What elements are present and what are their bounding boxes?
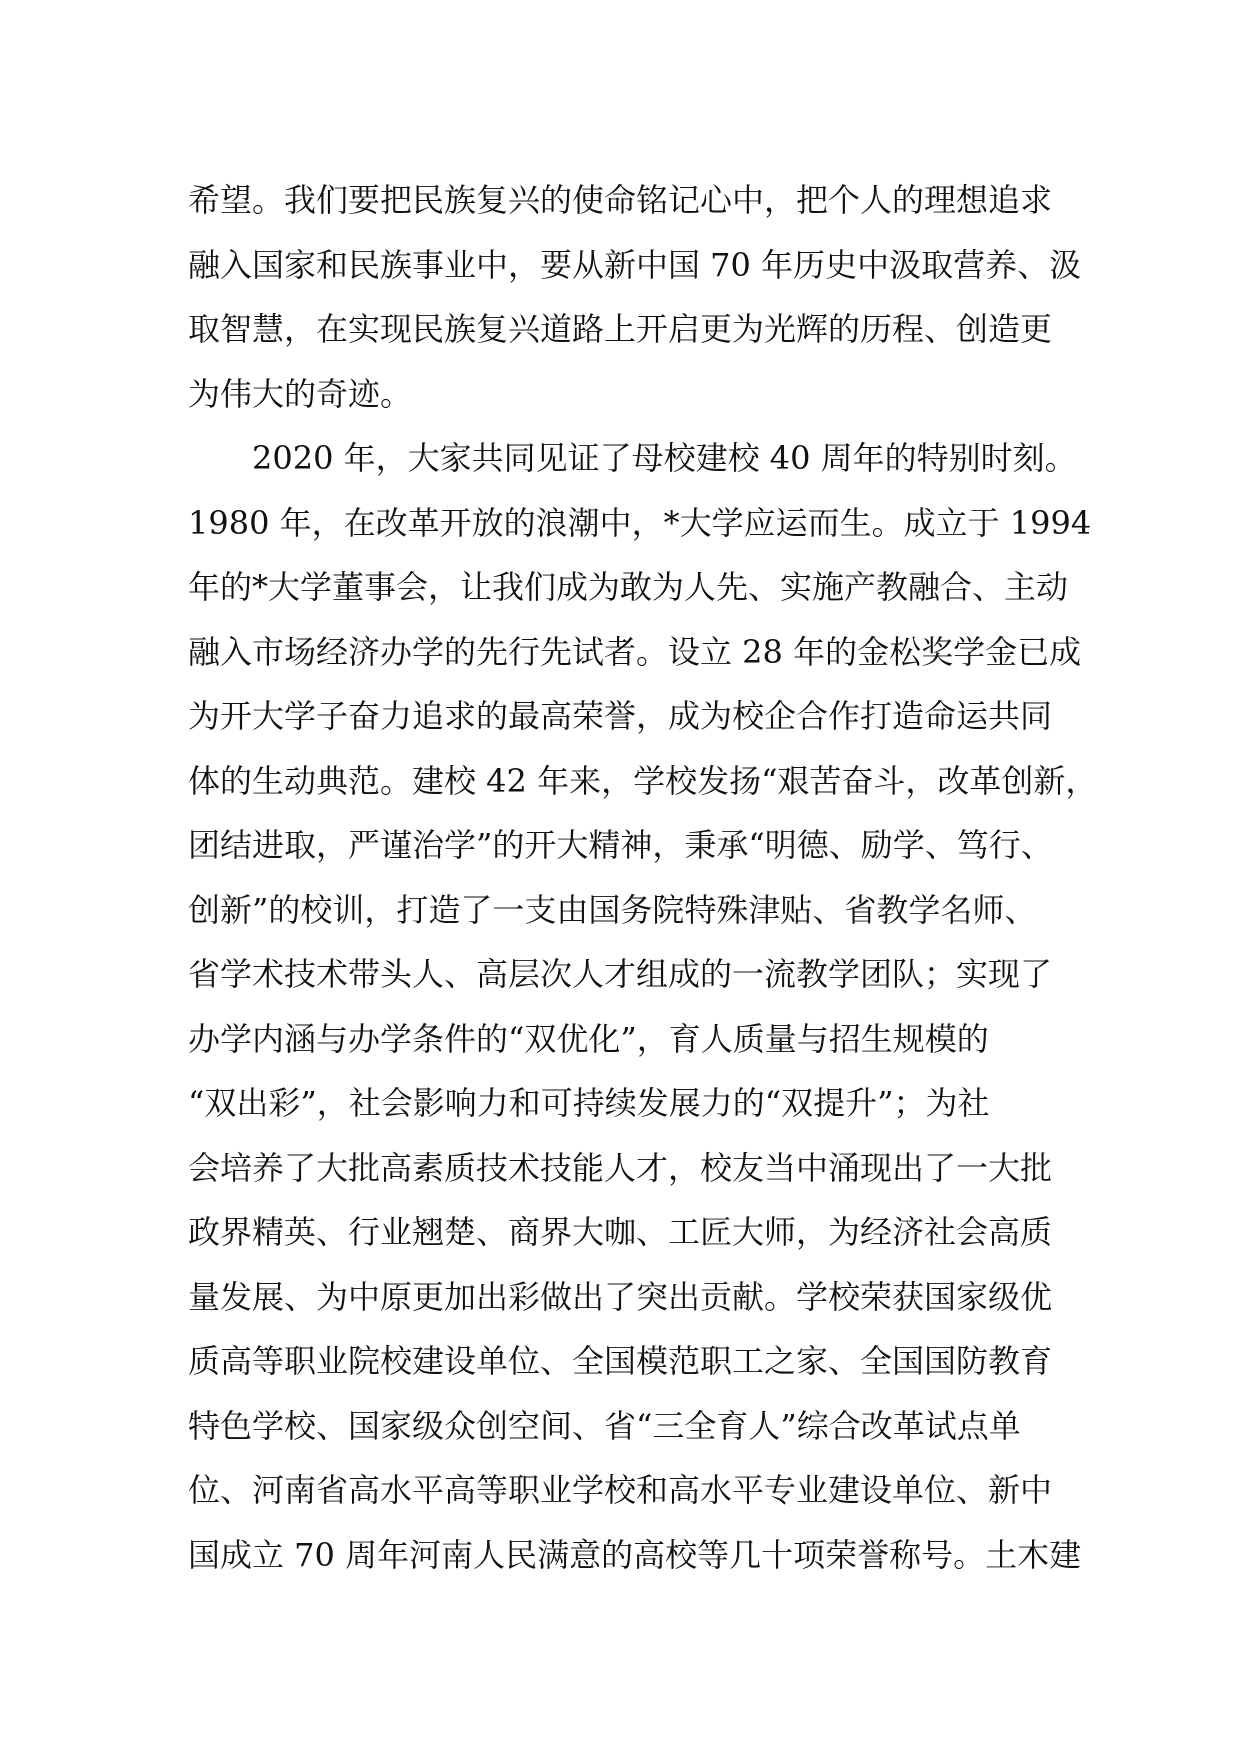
text-line: 为开大学子奋力追求的最高荣誉，成为校企合作打造命运共同 (188, 697, 1053, 735)
text-line: 省学术技术带头人、高层次人才组成的一流教学团队；实现了 (188, 955, 1053, 993)
body-text (188, 168, 1098, 1587)
text-line: 1980 年，在改革开放的浪潮中，*大学应运而生。成立于 1994 (188, 503, 1092, 542)
text-line: 2020 年，大家共同见证了母校建校 40 周年的特别时刻。 (188, 439, 1077, 477)
text-line: 融入市场经济办学的先行先试者。设立 28 年的金松奖学金已成 (188, 632, 1082, 671)
text-line: 希望。我们要把民族复兴的使命铭记心中，把个人的理想追求 (188, 181, 1053, 219)
text-line: 体的生动典范。建校 42 年来，学校发扬“艰苦奋斗，改革创新， (188, 761, 1098, 800)
text-line: 质高等职业院校建设单位、全国模范职工之家、全国国防教育 (188, 1342, 1053, 1380)
text-line: 量发展、为中原更加出彩做出了突出贡献。学校荣获国家级优 (188, 1277, 1053, 1316)
text-line: 创新”的校训，打造了一支由国务院特殊津贴、省教学名师、 (188, 890, 1037, 929)
text-line: 为伟大的奇迹。 (188, 374, 413, 413)
text-line: “双出彩”，社会影响力和可持续发展力的“双提升”；为社 (188, 1084, 990, 1122)
text-line: 政界精英、行业翘楚、商界大咖、工匠大师，为经济社会高质 (188, 1213, 1053, 1251)
text-line: 取智慧，在实现民族复兴道路上开启更为光辉的历程、创造更 (188, 310, 1053, 348)
text-line: 特色学校、国家级众创空间、省“三全育人”综合改革试点单 (188, 1406, 1021, 1445)
text-line: 年的*大学董事会，让我们成为敢为人先、实施产教融合、主动 (188, 568, 1069, 606)
text-line: 融入国家和民族事业中，要从新中国 70 年历史中汲取营养、汲 (188, 245, 1082, 284)
text-line: 位、河南省高水平高等职业学校和高水平专业建设单位、新中 (188, 1471, 1053, 1509)
text-line: 办学内涵与办学条件的“双优化”，育人质量与招生规模的 (188, 1019, 989, 1058)
text-line: 团结进取，严谨治学”的开大精神，秉承“明德、励学、笃行、 (188, 826, 1053, 864)
text-line: 会培养了大批高素质技术技能人才，校友当中涌现出了一大批 (188, 1148, 1053, 1187)
text-line: 国成立 70 周年河南人民满意的高校等几十项荣誉称号。土木建 (188, 1535, 1082, 1574)
